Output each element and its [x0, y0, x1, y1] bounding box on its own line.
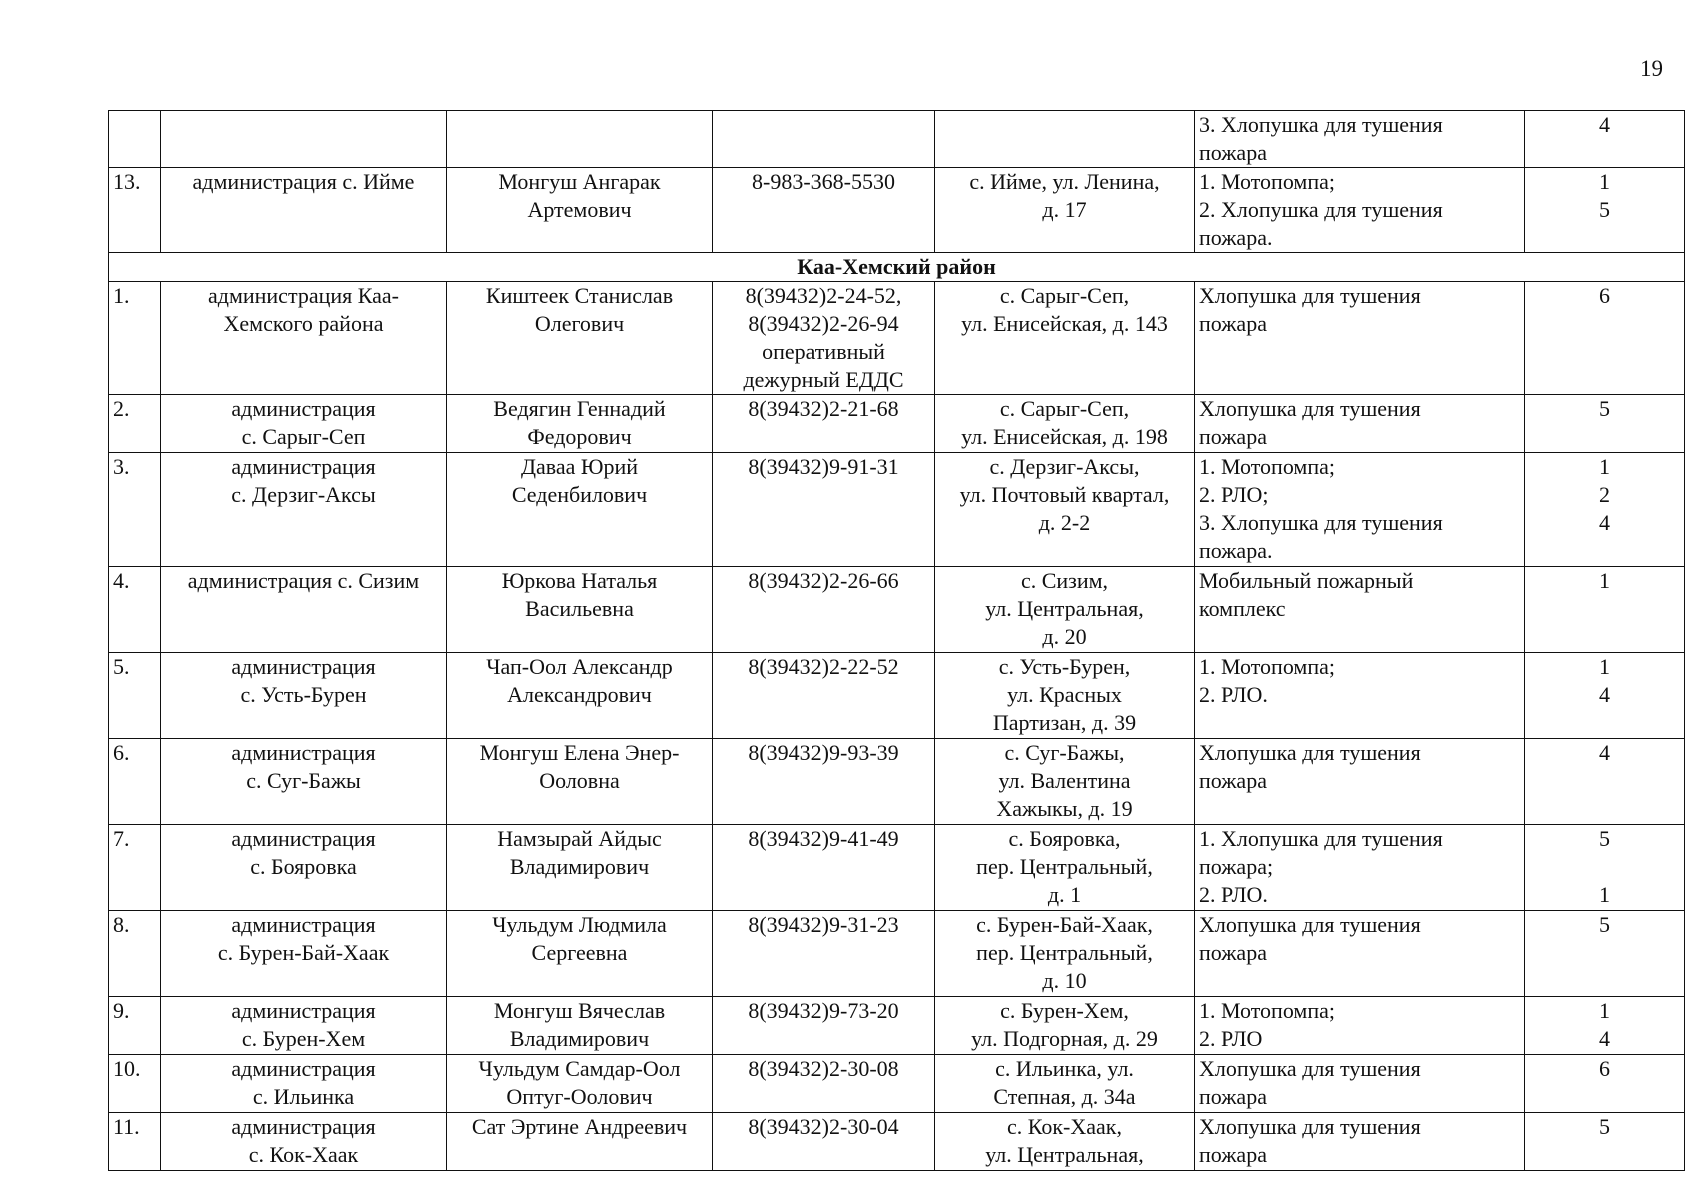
responsible-person-cell-line: Монгуш Ангарак — [498, 169, 661, 194]
equipment-table — [108, 110, 1685, 1171]
quantity-cell — [1525, 739, 1685, 825]
quantity-cell — [1525, 653, 1685, 739]
quantity-cell — [1525, 282, 1685, 395]
address-cell-line: с. Усть-Бурен, — [998, 654, 1131, 679]
address-cell-line: с. Ильинка, ул. — [995, 1056, 1134, 1081]
row-number: 7. — [109, 825, 161, 911]
table-row — [109, 282, 1685, 395]
responsible-person-cell-line: Сат Эртине Андреевич — [471, 1114, 688, 1139]
equipment-cell — [1195, 825, 1525, 911]
quantity-cell — [1525, 111, 1685, 168]
organization-cell — [161, 825, 447, 911]
quantity-cell — [1525, 1055, 1685, 1113]
row-number: 5. — [109, 653, 161, 739]
equipment-cell-line: пожара — [1199, 768, 1267, 793]
quantity-cell-line: 4 — [1599, 740, 1610, 765]
address-cell-line: пер. Центральный, — [976, 854, 1153, 879]
address-cell — [935, 567, 1195, 653]
address-cell-line: с. Кок-Хаак, — [1007, 1114, 1122, 1139]
organization-cell — [161, 1113, 447, 1171]
address-cell-line: ул. Красных — [1007, 682, 1122, 707]
district-section-row — [109, 253, 1685, 282]
address-cell-line: ул. Енисейская, д. 198 — [961, 424, 1168, 449]
equipment-cell-line: 1. Мотопомпа; — [1199, 998, 1335, 1023]
table-body-section — [109, 253, 1685, 282]
organization-cell-line: администрация с. Ийме — [192, 169, 415, 194]
table-row — [109, 1113, 1685, 1171]
organization-cell-line: администрация — [231, 912, 376, 937]
quantity-cell — [1525, 395, 1685, 453]
responsible-person-cell — [447, 111, 713, 168]
phone-cell — [713, 111, 935, 168]
equipment-cell-line: 2. РЛО; — [1199, 482, 1269, 507]
phone-cell-line: дежурный ЕДДС — [743, 367, 904, 392]
organization-cell-line: с. Сарыг-Сеп — [241, 424, 366, 449]
address-cell-line: с. Сарыг-Сеп, — [999, 396, 1130, 421]
responsible-person-cell — [447, 997, 713, 1055]
equipment-cell — [1195, 739, 1525, 825]
phone-cell — [713, 1113, 935, 1171]
equipment-cell-line: пожара — [1199, 1084, 1267, 1109]
quantity-cell — [1525, 168, 1685, 253]
address-cell-line: д. 17 — [1042, 197, 1087, 222]
organization-cell-line: администрация с. Сизим — [187, 568, 420, 593]
organization-cell — [161, 395, 447, 453]
organization-cell — [161, 453, 447, 567]
equipment-cell-line: пожара; — [1199, 854, 1274, 879]
address-cell-line: ул. Почтовый квартал, — [959, 482, 1170, 507]
quantity-cell — [1525, 997, 1685, 1055]
organization-cell — [161, 282, 447, 395]
table-row — [109, 395, 1685, 453]
equipment-cell — [1195, 453, 1525, 567]
phone-cell — [713, 739, 935, 825]
responsible-person-cell-line: Ведягин Геннадий — [493, 396, 666, 421]
address-cell — [935, 395, 1195, 453]
equipment-cell-line: пожара. — [1199, 225, 1273, 250]
responsible-person-cell — [447, 282, 713, 395]
quantity-cell-line: 4 — [1599, 1026, 1610, 1051]
organization-cell-line: с. Бояровка — [250, 854, 357, 879]
address-cell — [935, 825, 1195, 911]
quantity-cell-line: 5 — [1599, 1114, 1610, 1139]
table-row — [109, 825, 1685, 911]
address-cell-line: пер. Центральный, — [976, 940, 1153, 965]
equipment-cell-line: пожара — [1199, 140, 1267, 165]
district-heading: Каа-Хемский район — [109, 253, 1685, 282]
responsible-person-cell-line: Владимирович — [509, 854, 650, 879]
organization-cell-line: с. Усть-Бурен — [240, 682, 367, 707]
responsible-person-cell-line: Чульдум Людмила — [492, 912, 667, 937]
responsible-person-cell-line: Юркова Наталья — [501, 568, 658, 593]
address-cell-line: с. Бурен-Хем, — [1000, 998, 1129, 1023]
phone-cell-line: 8(39432)9-73-20 — [748, 998, 899, 1023]
equipment-cell-line: 2. Хлопушка для тушения — [1199, 197, 1443, 222]
equipment-cell-line: 1. Мотопомпа; — [1199, 654, 1335, 679]
quantity-cell — [1525, 825, 1685, 911]
responsible-person-cell-line: Монгуш Вячеслав — [493, 998, 666, 1023]
equipment-cell-line: пожара — [1199, 1142, 1267, 1167]
address-cell-line: с. Бурен-Бай-Хаак, — [976, 912, 1153, 937]
phone-cell-line: 8(39432)2-24-52, — [745, 283, 902, 308]
equipment-cell-line: Мобильный пожарный — [1199, 568, 1414, 593]
responsible-person-cell-line: Владимирович — [509, 1026, 650, 1051]
responsible-person-cell-line: Артемович — [527, 197, 632, 222]
row-number — [109, 111, 161, 168]
quantity-cell — [1525, 1113, 1685, 1171]
address-cell — [935, 282, 1195, 395]
address-cell — [935, 997, 1195, 1055]
organization-cell-line: Хемского района — [223, 311, 384, 336]
phone-cell-line: 8(39432)9-91-31 — [748, 454, 899, 479]
address-cell-line: ул. Подгорная, д. 29 — [971, 1026, 1158, 1051]
organization-cell-line: администрация — [231, 826, 376, 851]
address-cell — [935, 453, 1195, 567]
responsible-person-cell-line: Намзырай Айдыс — [497, 826, 662, 851]
address-cell — [935, 653, 1195, 739]
phone-cell — [713, 567, 935, 653]
address-cell-line: с. Ийме, ул. Ленина, — [969, 169, 1160, 194]
address-cell-line: Партизан, д. 39 — [992, 710, 1137, 735]
table-row — [109, 911, 1685, 997]
address-cell — [935, 1113, 1195, 1171]
equipment-cell — [1195, 111, 1525, 168]
equipment-cell-line: 1. Хлопушка для тушения — [1199, 826, 1443, 851]
responsible-person-cell — [447, 911, 713, 997]
row-number: 8. — [109, 911, 161, 997]
responsible-person-cell — [447, 1113, 713, 1171]
organization-cell-line: администрация — [231, 454, 376, 479]
quantity-cell-line: 4 — [1599, 510, 1610, 535]
responsible-person-cell — [447, 567, 713, 653]
responsible-person-cell-line: Киштеек Станислав — [485, 283, 674, 308]
responsible-person-cell-line: Александрович — [507, 682, 652, 707]
organization-cell-line: администрация — [231, 740, 376, 765]
responsible-person-cell — [447, 653, 713, 739]
responsible-person-cell-line: Даваа Юрий — [520, 454, 639, 479]
responsible-person-cell — [447, 1055, 713, 1113]
row-number: 4. — [109, 567, 161, 653]
phone-cell — [713, 1055, 935, 1113]
table-row — [109, 1055, 1685, 1113]
address-cell-line: д. 1 — [1047, 882, 1082, 907]
phone-cell-line: 8(39432)9-41-49 — [748, 826, 899, 851]
responsible-person-cell-line: Васильевна — [525, 596, 634, 621]
quantity-cell-line: 1 — [1599, 454, 1610, 479]
address-cell-line: ул. Центральная, — [985, 596, 1144, 621]
equipment-cell — [1195, 1055, 1525, 1113]
organization-cell-line: администрация — [231, 998, 376, 1023]
responsible-person-cell-line: Оптуг-Оолович — [506, 1084, 653, 1109]
phone-cell — [713, 395, 935, 453]
row-number: 13. — [109, 168, 161, 253]
quantity-cell-line: 1 — [1599, 998, 1610, 1023]
organization-cell-line: администрация — [231, 1114, 376, 1139]
responsible-person-cell-line: Чап-Оол Александр — [486, 654, 673, 679]
equipment-cell-line: Хлопушка для тушения — [1199, 912, 1421, 937]
quantity-cell-line: 4 — [1599, 682, 1610, 707]
organization-cell — [161, 653, 447, 739]
address-cell-line: с. Сизим, — [1020, 568, 1109, 593]
equipment-cell-line: 1. Мотопомпа; — [1199, 454, 1335, 479]
responsible-person-cell — [447, 739, 713, 825]
phone-cell-line: 8(39432)9-93-39 — [748, 740, 899, 765]
quantity-cell-line — [1529, 853, 1680, 881]
equipment-cell-line: 2. РЛО. — [1199, 882, 1268, 907]
equipment-cell-line: пожара. — [1199, 538, 1273, 563]
phone-cell-line: 8-983-368-5530 — [752, 169, 895, 194]
address-cell — [935, 1055, 1195, 1113]
organization-cell-line: администрация — [231, 1056, 376, 1081]
phone-cell-line: 8(39432)2-26-94 — [748, 311, 899, 336]
organization-cell — [161, 911, 447, 997]
organization-cell-line: администрация — [231, 396, 376, 421]
responsible-person-cell — [447, 168, 713, 253]
row-number: 11. — [109, 1113, 161, 1171]
phone-cell-line: 8(39432)2-26-66 — [748, 568, 899, 593]
phone-cell — [713, 453, 935, 567]
quantity-cell-line: 6 — [1599, 283, 1610, 308]
responsible-person-cell — [447, 395, 713, 453]
organization-cell — [161, 567, 447, 653]
quantity-cell — [1525, 567, 1685, 653]
row-number: 1. — [109, 282, 161, 395]
equipment-cell — [1195, 997, 1525, 1055]
organization-cell — [161, 997, 447, 1055]
phone-cell-line: 8(39432)2-30-04 — [748, 1114, 899, 1139]
address-cell-line: ул. Центральная, — [985, 1142, 1144, 1167]
address-cell — [935, 911, 1195, 997]
table-row — [109, 653, 1685, 739]
responsible-person-cell-line: Олегович — [534, 311, 625, 336]
equipment-cell-line: Хлопушка для тушения — [1199, 1056, 1421, 1081]
phone-cell-line: 8(39432)2-21-68 — [748, 396, 899, 421]
phone-cell — [713, 653, 935, 739]
address-cell-line: с. Бояровка, — [1008, 826, 1121, 851]
responsible-person-cell-line: Федорович — [527, 424, 632, 449]
address-cell-line: Степная, д. 34а — [993, 1084, 1136, 1109]
equipment-cell-line: пожара — [1199, 311, 1267, 336]
phone-cell — [713, 997, 935, 1055]
responsible-person-cell-line: Монгуш Елена Энер- — [479, 740, 680, 765]
table-row — [109, 453, 1685, 567]
address-cell-line: с. Сарыг-Сеп, — [999, 283, 1130, 308]
row-number: 2. — [109, 395, 161, 453]
equipment-cell-line: 1. Мотопомпа; — [1199, 169, 1335, 194]
organization-cell — [161, 111, 447, 168]
phone-cell — [713, 825, 935, 911]
quantity-cell-line: 5 — [1599, 396, 1610, 421]
organization-cell-line: администрация — [231, 654, 376, 679]
address-cell — [935, 168, 1195, 253]
organization-cell-line: с. Бурен-Бай-Хаак — [217, 940, 390, 965]
quantity-cell — [1525, 453, 1685, 567]
responsible-person-cell — [447, 453, 713, 567]
equipment-cell-line: 3. Хлопушка для тушения — [1199, 510, 1443, 535]
equipment-cell — [1195, 168, 1525, 253]
phone-cell — [713, 168, 935, 253]
table-row — [109, 567, 1685, 653]
phone-cell-line: 8(39432)9-31-23 — [748, 912, 899, 937]
quantity-cell-line: 1 — [1599, 568, 1610, 593]
address-cell-line: ул. Енисейская, д. 143 — [961, 311, 1168, 336]
quantity-cell-line: 5 — [1599, 912, 1610, 937]
equipment-cell-line: пожара — [1199, 424, 1267, 449]
address-cell-line: д. 2-2 — [1038, 510, 1091, 535]
equipment-cell-line: Хлопушка для тушения — [1199, 740, 1421, 765]
responsible-person-cell — [447, 825, 713, 911]
equipment-cell — [1195, 911, 1525, 997]
phone-cell-line: оперативный — [762, 339, 885, 364]
responsible-person-cell-line: Чульдум Самдар-Оол — [478, 1056, 681, 1081]
equipment-cell-line: Хлопушка для тушения — [1199, 1114, 1421, 1139]
equipment-cell — [1195, 282, 1525, 395]
organization-cell-line: с. Кок-Хаак — [248, 1142, 359, 1167]
address-cell-line: д. 10 — [1042, 968, 1087, 993]
table-body-district — [109, 282, 1685, 1171]
address-cell-line: с. Суг-Бажы, — [1004, 740, 1125, 765]
organization-cell-line: с. Ильинка — [252, 1084, 355, 1109]
phone-cell-line: 8(39432)2-22-52 — [748, 654, 899, 679]
quantity-cell-line: 6 — [1599, 1056, 1610, 1081]
phone-cell — [713, 282, 935, 395]
table-body-top — [109, 111, 1685, 253]
phone-cell — [713, 911, 935, 997]
organization-cell — [161, 168, 447, 253]
quantity-cell-line: 1 — [1599, 654, 1610, 679]
equipment-cell-line: 2. РЛО. — [1199, 682, 1268, 707]
quantity-cell-line: 5 — [1599, 197, 1610, 222]
address-cell — [935, 739, 1195, 825]
organization-cell-line: с. Дерзиг-Аксы — [231, 482, 376, 507]
quantity-cell-line: 2 — [1599, 482, 1610, 507]
organization-cell — [161, 1055, 447, 1113]
responsible-person-cell-line: Ооловна — [539, 768, 620, 793]
quantity-cell — [1525, 911, 1685, 997]
row-number: 9. — [109, 997, 161, 1055]
address-cell-line: с. Дерзиг-Аксы, — [989, 454, 1140, 479]
row-number: 3. — [109, 453, 161, 567]
organization-cell — [161, 739, 447, 825]
row-number: 10. — [109, 1055, 161, 1113]
equipment-cell — [1195, 1113, 1525, 1171]
equipment-cell-line: Хлопушка для тушения — [1199, 283, 1421, 308]
row-number: 6. — [109, 739, 161, 825]
table-row — [109, 168, 1685, 253]
equipment-cell — [1195, 567, 1525, 653]
quantity-cell-line: 4 — [1599, 112, 1610, 137]
address-cell-line: д. 20 — [1042, 624, 1087, 649]
phone-cell-line: 8(39432)2-30-08 — [748, 1056, 899, 1081]
organization-cell-line: администрация Каа- — [207, 283, 400, 308]
address-cell-line: Хажыкы, д. 19 — [996, 796, 1133, 821]
equipment-cell-line: 2. РЛО — [1199, 1026, 1263, 1051]
equipment-cell-line: пожара — [1199, 940, 1267, 965]
page-number: 19 — [1640, 56, 1663, 81]
equipment-cell-line: 3. Хлопушка для тушения — [1199, 112, 1443, 137]
equipment-cell-line: комплекс — [1199, 596, 1286, 621]
responsible-person-cell-line: Седенбилович — [511, 482, 648, 507]
table-row — [109, 111, 1685, 168]
organization-cell-line: с. Суг-Бажы — [246, 768, 361, 793]
address-cell-line: ул. Валентина — [998, 768, 1131, 793]
equipment-cell-line: Хлопушка для тушения — [1199, 396, 1421, 421]
table-row — [109, 997, 1685, 1055]
quantity-cell-line: 1 — [1599, 169, 1610, 194]
quantity-cell-line: 1 — [1599, 882, 1610, 907]
quantity-cell-line: 5 — [1599, 826, 1610, 851]
organization-cell-line: с. Бурен-Хем — [241, 1026, 366, 1051]
equipment-cell — [1195, 395, 1525, 453]
address-cell — [935, 111, 1195, 168]
equipment-cell — [1195, 653, 1525, 739]
responsible-person-cell-line: Сергеевна — [531, 940, 628, 965]
table-row — [109, 739, 1685, 825]
